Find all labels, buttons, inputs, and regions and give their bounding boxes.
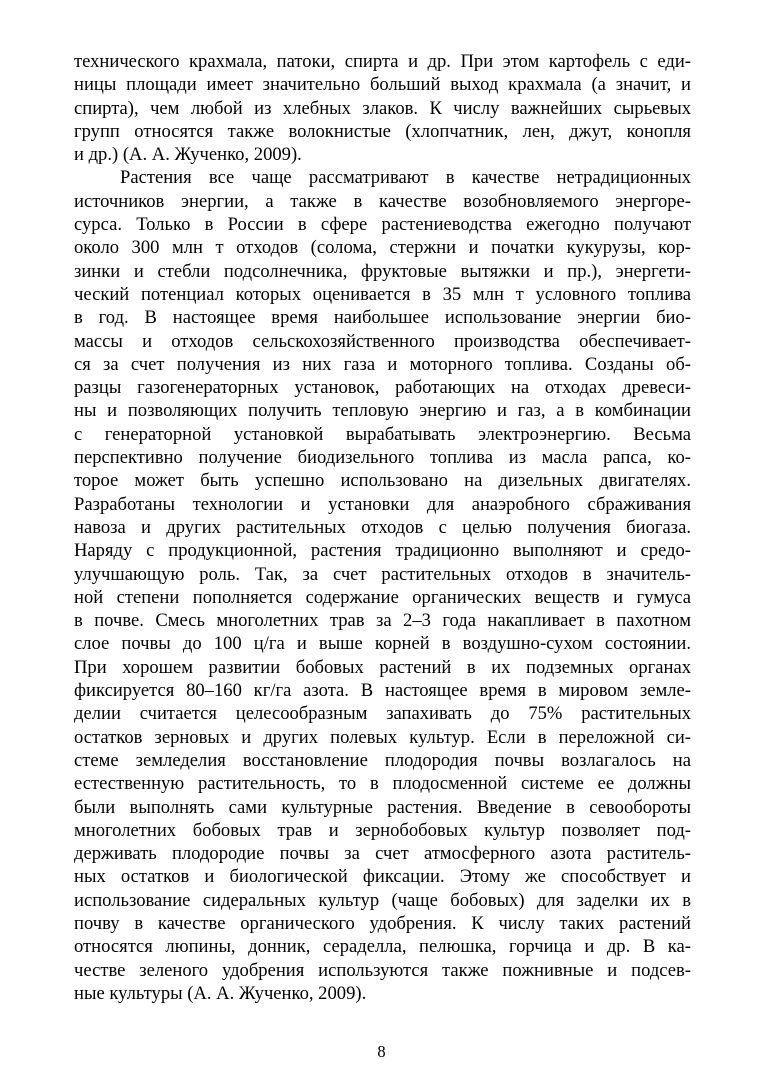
- text-line: групп относятся также волокнистые (хлопчатник, лен, джут, конопля: [74, 120, 691, 142]
- text-line: фиксируется 80–160 кг/га азота. В настоящее время в мировом земле-: [74, 680, 691, 702]
- text-line: ные культуры (А. А. Жученко, 2009).: [74, 982, 367, 1004]
- text-line: сурса. Только в России в сфере растениеводства ежегодно получают: [74, 214, 691, 236]
- text-line: Наряду с продукционной, растения традиционно выполняют и средо-: [74, 540, 691, 562]
- text-line: остатков зерновых и других полевых культур. Если в переложной си-: [74, 726, 691, 748]
- text-line: Растения все чаще рассматривают в качестве нетрадиционных: [120, 167, 691, 189]
- text-line: навоза и других растительных отходов с целью получения биогаза.: [74, 516, 691, 538]
- paragraph-1: [74, 50, 691, 166]
- text-line: источников энергии, а также в качестве возобновляемого энергоре-: [74, 190, 691, 212]
- text-line: улучшающую роль. Так, за счет растительных отходов в значитель-: [74, 563, 691, 585]
- text-line: в почве. Смесь многолетних трав за 2–3 года накапливает в пахотном: [74, 610, 691, 632]
- text-line: слое почвы до 100 ц/га и выше корней в воздушно-сухом состоянии.: [74, 633, 691, 655]
- text-line: около 300 млн т отходов (солома, стержни и початки кукурузы, кор-: [74, 237, 691, 259]
- text-line: ных остатков и биологической фиксации. Этому же способствует и: [74, 866, 691, 888]
- text-line: держивать плодородие почвы за счет атмосферного азота раститель-: [74, 843, 691, 865]
- text-line: торое может быть успешно использовано на дизельных двигателях.: [74, 470, 691, 492]
- text-line: относятся люпины, донник, сераделла, пелюшка, горчица и др. В ка-: [74, 936, 691, 958]
- text-line: многолетних бобовых трав и зернобобовых культур позволяет под-: [74, 819, 691, 841]
- text-line: разцы газогенераторных установок, работающих на отходах древеси-: [74, 377, 691, 399]
- text-line: и др.) (А. А. Жученко, 2009).: [74, 144, 302, 166]
- text-line: зинки и стебли подсолнечника, фруктовые вытяжки и пр.), энергети-: [74, 260, 691, 282]
- text-line: стеме земледелия восстановление плодородия почвы возлагалось на: [74, 749, 691, 771]
- body-text: [74, 50, 691, 1005]
- text-line: ческий потенциал которых оценивается в 35 млн т условного топлива: [74, 283, 691, 305]
- text-line: ны и позволяющих получить тепловую энергию и газ, а в комбинации: [74, 400, 691, 422]
- text-line: были выполнять сами культурные растения. Введение в севообороты: [74, 796, 691, 818]
- text-line: честве зеленого удобрения используются также пожнивные и подсев-: [74, 959, 691, 981]
- text-line: перспективно получение биодизельного топлива из масла рапса, ко-: [74, 447, 691, 469]
- text-line: естественную растительность, то в плодосменной системе ее должны: [74, 773, 691, 795]
- text-line: в год. В настоящее время наибольшее использование энергии био-: [74, 307, 691, 329]
- text-line: технического крахмала, патоки, спирта и др. При этом картофель с еди-: [74, 51, 691, 72]
- page-number: 8: [377, 1042, 386, 1061]
- paragraph-2: [74, 166, 691, 1005]
- text-line: ницы площади имеет значительно больший выход крахмала (а значит, и: [74, 74, 691, 96]
- text-line: массы и отходов сельскохозяйственного производства обеспечивает-: [74, 330, 691, 352]
- text-line: Разработаны технологии и установки для анаэробного сбраживания: [74, 493, 691, 515]
- text-line: ся за счет получения из них газа и моторного топлива. Созданы об-: [74, 353, 691, 375]
- text-line: ной степени пополняется содержание органических веществ и гумуса: [74, 586, 691, 608]
- text-line: использование сидеральных культур (чаще бобовых) для заделки их в: [74, 889, 691, 911]
- text-line: При хорошем развитии бобовых растений в их подземных органах: [74, 656, 691, 678]
- text-line: спирта), чем любой из хлебных злаков. К числу важнейших сырьевых: [74, 97, 691, 119]
- text-line: почву в качестве органического удобрения. К числу таких растений: [74, 912, 691, 934]
- text-line: делии считается целесообразным запахивать до 75% растительных: [74, 703, 691, 725]
- text-line: с генераторной установкой вырабатывать электроэнергию. Весьма: [74, 423, 691, 445]
